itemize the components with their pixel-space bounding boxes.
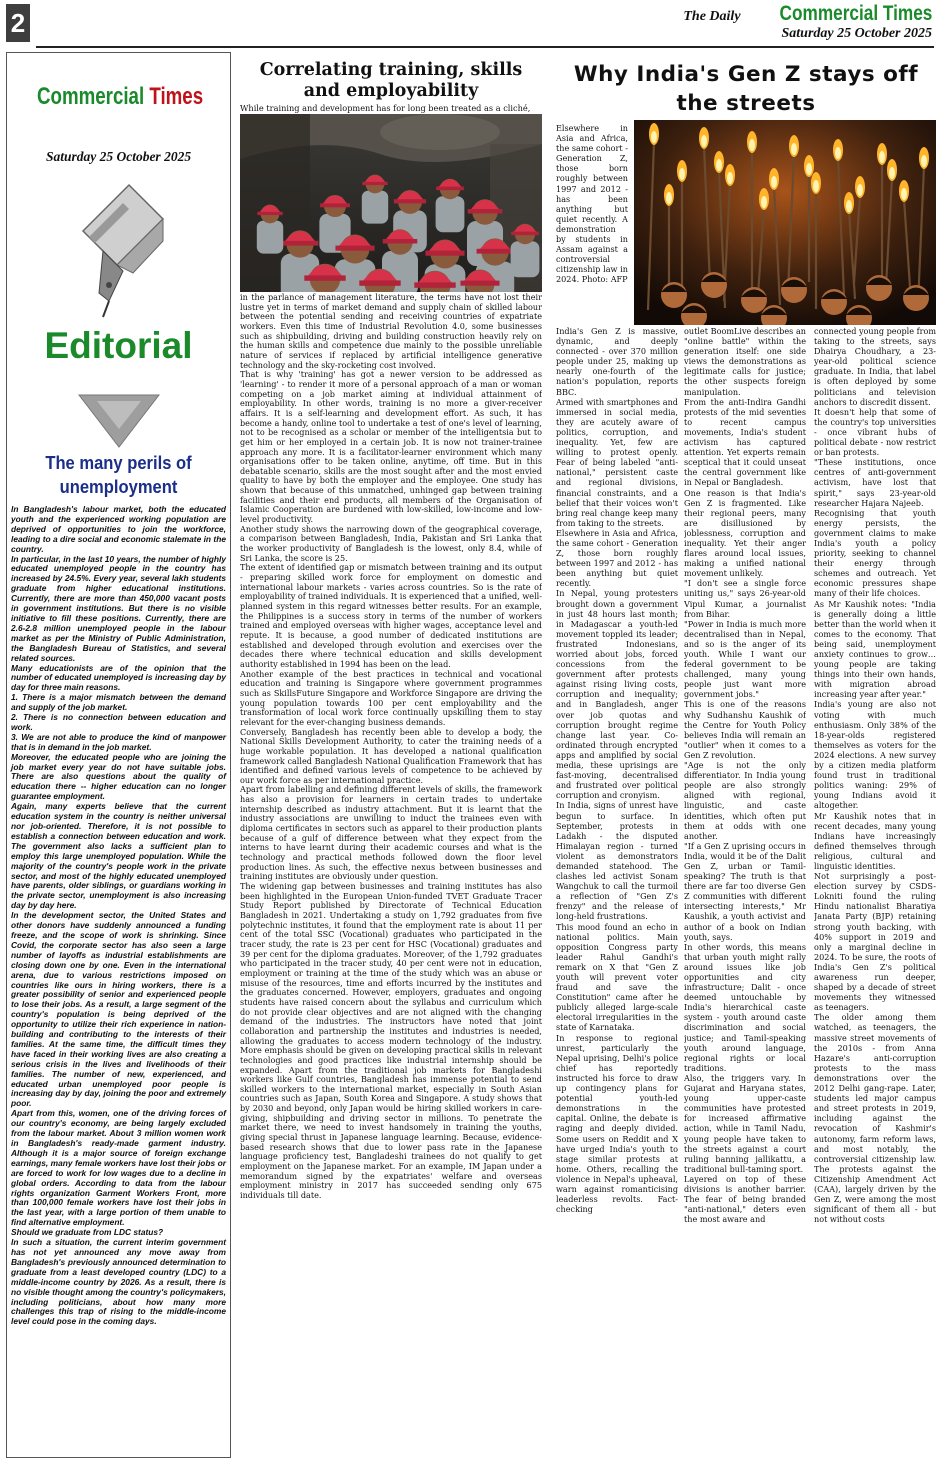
article-paragraph: "If a Gen Z uprising occurs in India, would it be of the Dalit Gen Z, urban or Tamil-speaking? The truth is that there are far too diverse Gen Z communities with different intersecting interests," Mr Kaushik, a youth activist and author of a book on Indian youth, says. bbox=[684, 840, 806, 942]
article-paragraph: As Mr Kaushik notes: "India is generally doing a little better than the world when it comes to the economy. That being said, unemployment anxiety continues to grow… young people are taking things into their own hands, with migration abroad increasing year after year." bbox=[814, 598, 936, 700]
article-paragraph: That is why 'training' has got a newer version to be addressed as 'learning' - to render it more of a personal approach of a man or woman competing on a job market aiming at individual attainment of employability. In other words, training is no more a giver-receiver affairs. It is a self-learning and development effort. As such, it has become a handy, online tool to undertake a test of one's level of learning, not to be recognised as a scholar or member of the intelligentsia but to get him or her employed in a certain job. It is now not trainer-trainee approach any more. It is a facilitator-learner environment which many organisations offer to be taken online, anytime, off time. But in this debatable scenario, skills are the most sought after and the most envied quality to have by both the employer and the employee. One study has shown that because of this unmatched, unhinged gap between training facilities and their end products, all members of the Organisation of Islamic Cooperation are burdened with low-skilled, low-income and low-level productivity. bbox=[240, 369, 542, 525]
article-paragraph: In India, signs of unrest have begun to surface. In September, protests in Ladakh - the disputed Himalayan region - turned violent as demonstrators demanded statehood. The clashes led activist Sonam Wangchuk to call the turmoil a reflection of "Gen Z's frenzy" and the release of long-held frustrations. bbox=[556, 800, 678, 922]
article-paragraph: Layered on top of these divisions is another barrier. The fear of being branded "anti-national," deters even the most aware and bbox=[684, 1173, 806, 1225]
article-genz-column-1 bbox=[556, 326, 678, 1458]
editorial-paragraph: 1. There is a major mismatch between the demand and supply of the job market. bbox=[11, 692, 226, 713]
editorial-paragraph: 2. There is no connection between education and work. bbox=[11, 712, 226, 732]
article-paragraph: The extent of identified gap or mismatch between training and its output - preparing skilled work force for employment on domestic and international labour markets - varies across countries. So is the rate of employability of trained individuals. It is experienced that a unified, well-planned system in this regard witnesses better results. For an example, the Philippines is a success story in terms of the number of workers trained and employed overseas with higher wages, acceptance level and repute. It is because, a good number of dedicated institutions are established and developed through evolution and exercises over the decades there where technical education and skills development authority established in 1994 has been on the lead. bbox=[240, 562, 542, 669]
article-paragraph: This is one of the reasons why Sudhanshu Kaushik of the Centre for Youth Policy believes India will remain an "outlier" when it comes to a Gen Z revolution. bbox=[684, 699, 806, 760]
article-paragraph: in the parlance of management literature, the terms have not lost their lustre yet in terms of market demand and supply chain of skilled labour between the potential sending and receiving countries of expatriate workers. Even this time of Industrial Revolution 4.0, some businesses such as shipbuilding, driving and building construction heavily rely on the human skills and competence due mainly to the possible unreliable nature of services if replaced by artificial intelligence generative technology and the sky-rocketing cost involved. bbox=[240, 293, 542, 370]
article-paragraph: One reason is that India's Gen Z is fragmented. Like their regional peers, many are disillusioned by joblessness, corruption and inequality. Yet their anger flares around local issues, making a unified national movement unlikely. bbox=[684, 487, 806, 579]
editorial-paragraph: 3. We are not able to produce the kind of manpower that is in demand in the job market. bbox=[11, 731, 226, 752]
article-headline-training: Correlating training, skills and employability bbox=[259, 60, 523, 101]
article-paragraph: Apart from labelling and defining different levels of skills, the framework has also a provision for learners in certain trades to undertake internship described as industry attachment. But it is learnt that the industry associations are unwilling to induct the trainees even with diploma certificates in sectors such as apparel to their production plants because of a gulf of difference between what they expect from the interns to have learnt during their academic courses and what is the technology and practical methods followed down the floor level production lines. As such, the effective nexus between businesses and training institutes are obviously under question. bbox=[240, 784, 542, 882]
sidebar-date: Saturday 25 October 2025 bbox=[45, 149, 192, 164]
down-arrow-icon bbox=[77, 393, 161, 449]
section-label: Editorial bbox=[44, 325, 193, 366]
article-paragraph: Recognising that youth energy persists, the government claims to make India's youth a policy priority, seeking to channel their energy through schemes and outreach. Yet economic pressures shape many of their life choices. bbox=[814, 507, 936, 599]
article-paragraph: Another study shows the narrowing down of the geographical coverage, a comparison between Bangladesh, India, Pakistan and Sri Lanka that the worker productivity of Bangladesh is the lowest, only 8.4, while of Sri Lanka, the score is 25. bbox=[240, 523, 542, 563]
article-genz-column-3 bbox=[814, 326, 936, 1458]
article-paragraph: Also, the triggers vary. In Gujarat and Haryana states, young upper-caste communities have protested for increased affirmative action, while in Tamil Nadu, young people have taken to the streets against a court ruling banning jallikattu, a traditional bull-taming sport. bbox=[684, 1072, 806, 1174]
editorial-paragraph: Apart from this, women, one of the driving forces of our country's economy, are being largely excluded from the labour market. About 3 million women work in Bangladesh's ready-made garment industry. Although it is a major source of foreign exchange earnings, many female workers have lost their jobs or are forced to work for low wages due to a decline in global orders. According to data from the labour rights organization Garment Workers Front, more than 100,000 female workers have lost their jobs in the last year, with a large portion of them unable to find alternative employment. bbox=[11, 1108, 226, 1228]
editorial-body bbox=[11, 505, 226, 1327]
photo-caption: Elsewhere in Asia and Africa, the same cohort - Generation Z, those born roughly between 1997 and 2012 - has been anything but quiet recently. A demonstration by students in Assam against a controversial citizenship law in 2024. Photo: AFP bbox=[556, 123, 628, 285]
article-paragraph: In other words, this means that urban youth might rally around issues like job opportunities and city infrastructure; Dalit - once deemed untouchable by India's hierarchical caste system - youth around caste discrimination and social justice; and Tamil-speaking youth around language, regional rights or local traditions. bbox=[684, 941, 806, 1073]
article-paragraph: India's Gen Z is massive, dynamic, and deeply connected - over 370 million people under 25, making up nearly one-fourth of the nation's population, reports BBC. bbox=[556, 326, 678, 397]
masthead bbox=[683, 2, 932, 42]
article-paragraph: India's young are also not voting with much enthusiasm. Only 38% of the 18-year-olds registered themselves as voters for the 2024 elections. A new survey by a citizen media platform found trust in traditional politics waning: 29% of young Indians avoid it altogether. bbox=[814, 699, 936, 811]
article-paragraph: "These institutions, once centres of anti-government activism, have lost that spirit," says 23-year-old researcher Hajara Najeeb. bbox=[814, 457, 936, 508]
logo-word-times: Times bbox=[149, 83, 204, 110]
article-paragraph: The widening gap between businesses and training institutes has also been highlighted in the European Union-funded TVET Graduate Tracer Study Report published by Directorate of Technical Education Bangladesh in 2021. Undertaking a study on 1,792 graduates from five polytechnic institutes, it found that the employment rate is about 11 per cent of the total SSC (Vocational) graduates who participated in the tracer study, the rate is 23 per cent for HSC (Vocational) graduates and 39 per cent for the diploma graduates. Moreover, of the 1,792 graduates who participated in the tracer study, 40 per cent were not in education, employment or training at the time of the study which was an abuse or misuse of the resources, time and efforts incurred by the institutes and the graduates concerned. However, employers, graduates and ongoing students have raised concern about the syllabus and curriculum which do not provide clear objectives and are not aligned with the changing demand of the industries. The instructors have noted that joint collaboration and partnership the institutes and industries is needed, allowing the graduates to access modern technology of the industry. More emphasis should be given on developing practical skills in relevant technologies and good practices like industrial internship should be expanded. Apart from the traditional job markets for Bangladeshi workers like Gulf countries, Bangladesh has immense potential to send skilled workers to the international market, especially in South Asian countries such as Japan, South Korea and Singapore. A study shows that by 2030 and beyond, only Japan would be hiring skilled workers in care-giving, shipbuilding and driving sector in millions. To penetrate the market there, we need to invest handsomely in training the youths, giving special thrust in Japanese language learning. Because, evidence-based research shows that due to lower pass rate in the Japanese language proficiency test, Bangladeshi trainees do not qualify to get employment on the Japanese market. For an example, IM Japan under a memorandum signed by the expatriates' welfare and overseas employment ministry in 2017 has succeeded sending only 675 individuals till date. bbox=[240, 881, 542, 1201]
editorial-paragraph: Many educationists are of the opinion that the number of educated unemployed is increasing day by day for three main reasons. bbox=[11, 662, 226, 693]
masthead-name: Commercial Times bbox=[779, 2, 932, 25]
editorial-paragraph: In particular, in the last 10 years, the number of highly educated unemployed people in the country has increased by 24.5%. Every year, several lakh students graduate from higher educational institutions. Currently, there are more than 450,000 vacant posts in government institutions. But there is no visible initiative to fill these positions. Currently, there are 2.6-2.8 million unemployed people in the labour market as per the Ministry of Public Administration, the Bangladesh Bureau of Statistics, and several related sources. bbox=[11, 553, 226, 663]
article-paragraph: outlet BoomLive describes an "online battle" within the generation itself: one side views the demonstrations as legitimate calls for justice; the other suspects foreign manipulation. bbox=[684, 326, 806, 397]
article-paragraph: Mr Kaushik notes that in recent decades, many young Indians have increasingly defined themselves through religious, cultural and linguistic identities. bbox=[814, 810, 936, 871]
article-headline-genz: Why India's Gen Z stays off the streets bbox=[573, 62, 919, 116]
article-paragraph: The older among them watched, as teenagers, the massive street movements of the 2010s - from Anna Hazare's anti-corruption protests to the mass demonstrations over the 2012 Delhi gang-rape. Later, students led major campus and street protests in 2019, including against the revocation of Kashmir's autonomy, farm reform laws, and most notably, the controversial citizenship law. The protests against the Citizenship Amendment Act (CAA), largely driven by the Gen Z, were among the most significant of them all - but not without costs bbox=[814, 1012, 936, 1225]
article-paragraph: In Nepal, young protesters brought down a government in just 48 hours last month; in Madagascar a youth-led movement toppled its leader; frustrated Indonesians, worried about jobs, forced concessions from the government after protests against rising living costs, corruption and inequality; and in Bangladesh, anger over job quotas and corruption brought regime change last year. Co-ordinated through encrypted apps and amplified by social media, these uprisings are fast-moving, decentralised and frustrated over political corruption and cronyism. bbox=[556, 588, 678, 801]
article-paragraph: "I don't see a single force uniting us," says 26-year-old Vipul Kumar, a journalist from Bihar. bbox=[684, 578, 806, 619]
masthead-rule bbox=[36, 46, 934, 48]
article-genz-column-2 bbox=[684, 326, 806, 1458]
article-paragraph: Elsewhere in Asia and Africa, the same cohort - Generation Z, those born roughly between 1997 and 2012 - has been anything but quiet recently. bbox=[556, 527, 678, 589]
editorial-paragraph: Should we graduate from LDC status? bbox=[11, 1227, 164, 1238]
masthead-the-daily: The Daily bbox=[683, 9, 741, 24]
article-paragraph: This mood found an echo in national politics. Main opposition Congress party leader Rahul Gandhi's remark on X that "Gen Z youth will prevent voter fraud and save the Constitution" came after he publicly alleged large-scale electoral irregularities in the state of Karnataka. bbox=[556, 921, 678, 1033]
pen-nib-icon bbox=[73, 181, 169, 321]
article-paragraph: "Power in India is much more decentralised than in Nepal, and so is the anger of its youth. While I want our federal government to be challenged, many young people just want more government jobs." bbox=[684, 618, 806, 700]
editorial-paragraph: In the development sector, the United States and other donors have suddenly announced a funding freeze, and the scope of work is shrinking. Since Covid, the corporate sector has also seen a large number of layoffs as industrial establishments are closing down one by one. Even in the international arena, due to various restrictions imposed on countries like ours in hiring workers, there is a greater possibility of senior and experienced people to lose their jobs. As a result, a large segment of the country's population is being deprived of the opportunity to utilize their rich experience in nation-building and contributing to the interests of their families. At the same time, the difficult times they have faced in their working lives are also creating a serious crisis in the lives and livelihoods of their families. The number of new, experienced, and educated urban unemployed poor people is increasing day by day, joining the poor and extremely poor. bbox=[11, 910, 226, 1109]
editorial-paragraph: In such a situation, the current interim government has not yet announced any move away from Bangladesh's previously announced determination to graduate from a least developed country (LDC) to a middle-income country by 2026. As a result, there is no visible thought among the country's policymakers, including politicians, about how many more challenges this trap of rising to the middle-income level could pose in the coming days. bbox=[11, 1237, 226, 1327]
article-paragraph: "Age is not the only differentiator. In India young people are also strongly aligned with regional, linguistic, and caste identities, which often put them at odds with one another. bbox=[684, 760, 806, 841]
article-paragraph: Armed with smartphones and immersed in social media, they are acutely aware of politics, corruption, and inequality. Yet, few are willing to protest openly. Fear of being labeled "anti-national," persistent caste and regional divisions, financial constraints, and a belief that their voices won't bring real change keep many from taking to the streets. bbox=[556, 396, 678, 528]
article-paragraph: It doesn't help that some of the country's top universities - once vibrant hubs of political debate - now restrict or ban protests. bbox=[814, 406, 936, 458]
editorial-title: The many perils of unemployment bbox=[45, 453, 192, 497]
editorial-paragraph: Moreover, the educated people who are joining the job market every year do not have suitable jobs. There are also questions about the quality of education there -- higher education can no longer guarantee employment. bbox=[11, 751, 226, 802]
editorial-sidebar bbox=[6, 52, 231, 1458]
article-paragraph: From the anti-Indira Gandhi protests of the mid seventies to recent campus movements, India's student activism has captured attention. Yet experts remain sceptical that it could unseat the central government like in Nepal or Bangladesh. bbox=[684, 396, 806, 488]
article-paragraph: Not surprisingly a post-election survey by CSDS-Lokniti found the ruling Hindu nationalist Bharatiya Janata Party (BJP) retaining strong youth backing, with 40% support in 2019 and only a marginal decline in 2024. To be sure, the roots of India's Gen Z's political awareness run deeper, shaped by a decade of street movements they witnessed as teenagers. bbox=[814, 871, 936, 1013]
editorial-paragraph: In Bangladesh's labour market, both the educated youth and the experienced working population are deprived of opportunities to join the workforce, leading to a dire social and economic stalemate in the country. bbox=[11, 504, 226, 554]
article-paragraph: In response to regional unrest, particularly the Nepal uprising, Delhi's police chief has reportedly instructed his force to draw up contingency plans for potential youth-led demonstrations in the capital. Online, the debate is raging and deeply divided. Some users on Reddit and X have urged India's youth to stage similar protests at home. Others, recalling the violence in Nepal's upheaval, warn against romanticising leaderless revolts. Fact-checking bbox=[556, 1032, 678, 1215]
article-paragraph: connected young people from taking to the streets, says Dhairya Choudhary, a 23-year-old political science graduate. In India, that label is often deployed by some politicians and television anchors to discredit dissent. bbox=[814, 326, 936, 407]
article-body-training bbox=[240, 293, 542, 1455]
logo-word-commercial: Commercial bbox=[37, 83, 145, 110]
torch-protest-photo bbox=[634, 120, 936, 325]
editorial-paragraph: Again, many experts believe that the current education system in the country is neither universal nor job-oriented. Therefore, it is not possible to establish a connection between education and work. The government also lacks a sufficient plan to employ this large unemployed population. While the majority of the country's people work in the private sector, and most of the highly educated unemployed have parents, older siblings, or guardians working in the private sector, unemployment is also increasing day by day here. bbox=[11, 801, 226, 911]
sidebar-logo bbox=[37, 83, 203, 111]
article-intro-training: While training and development has for long been treated as a cliché, bbox=[240, 103, 531, 113]
masthead-date: Saturday 25 October 2025 bbox=[781, 26, 932, 41]
page-number: 2 bbox=[6, 4, 30, 42]
article-paragraph: Another example of the best practices in technical and vocational education and training is Singapore where government programmes such as SkillsFuture Singapore and Workforce Singapore are driving the young population towards 100 per cent employability and the transformation of local work force continually upskilling them to stay relevant for the ever-changing business demands. bbox=[240, 668, 542, 727]
article-paragraph: Conversely, Bangladesh has recently been able to develop a body, the National Skills Development Authority, to cater the training needs of a huge workable population. It has developed a national qualification framework called Bangladesh National Qualification Framework that has identified and defined various levels of competence to be achieved by our work force as per international practice. bbox=[240, 726, 542, 785]
training-photo bbox=[240, 114, 542, 292]
